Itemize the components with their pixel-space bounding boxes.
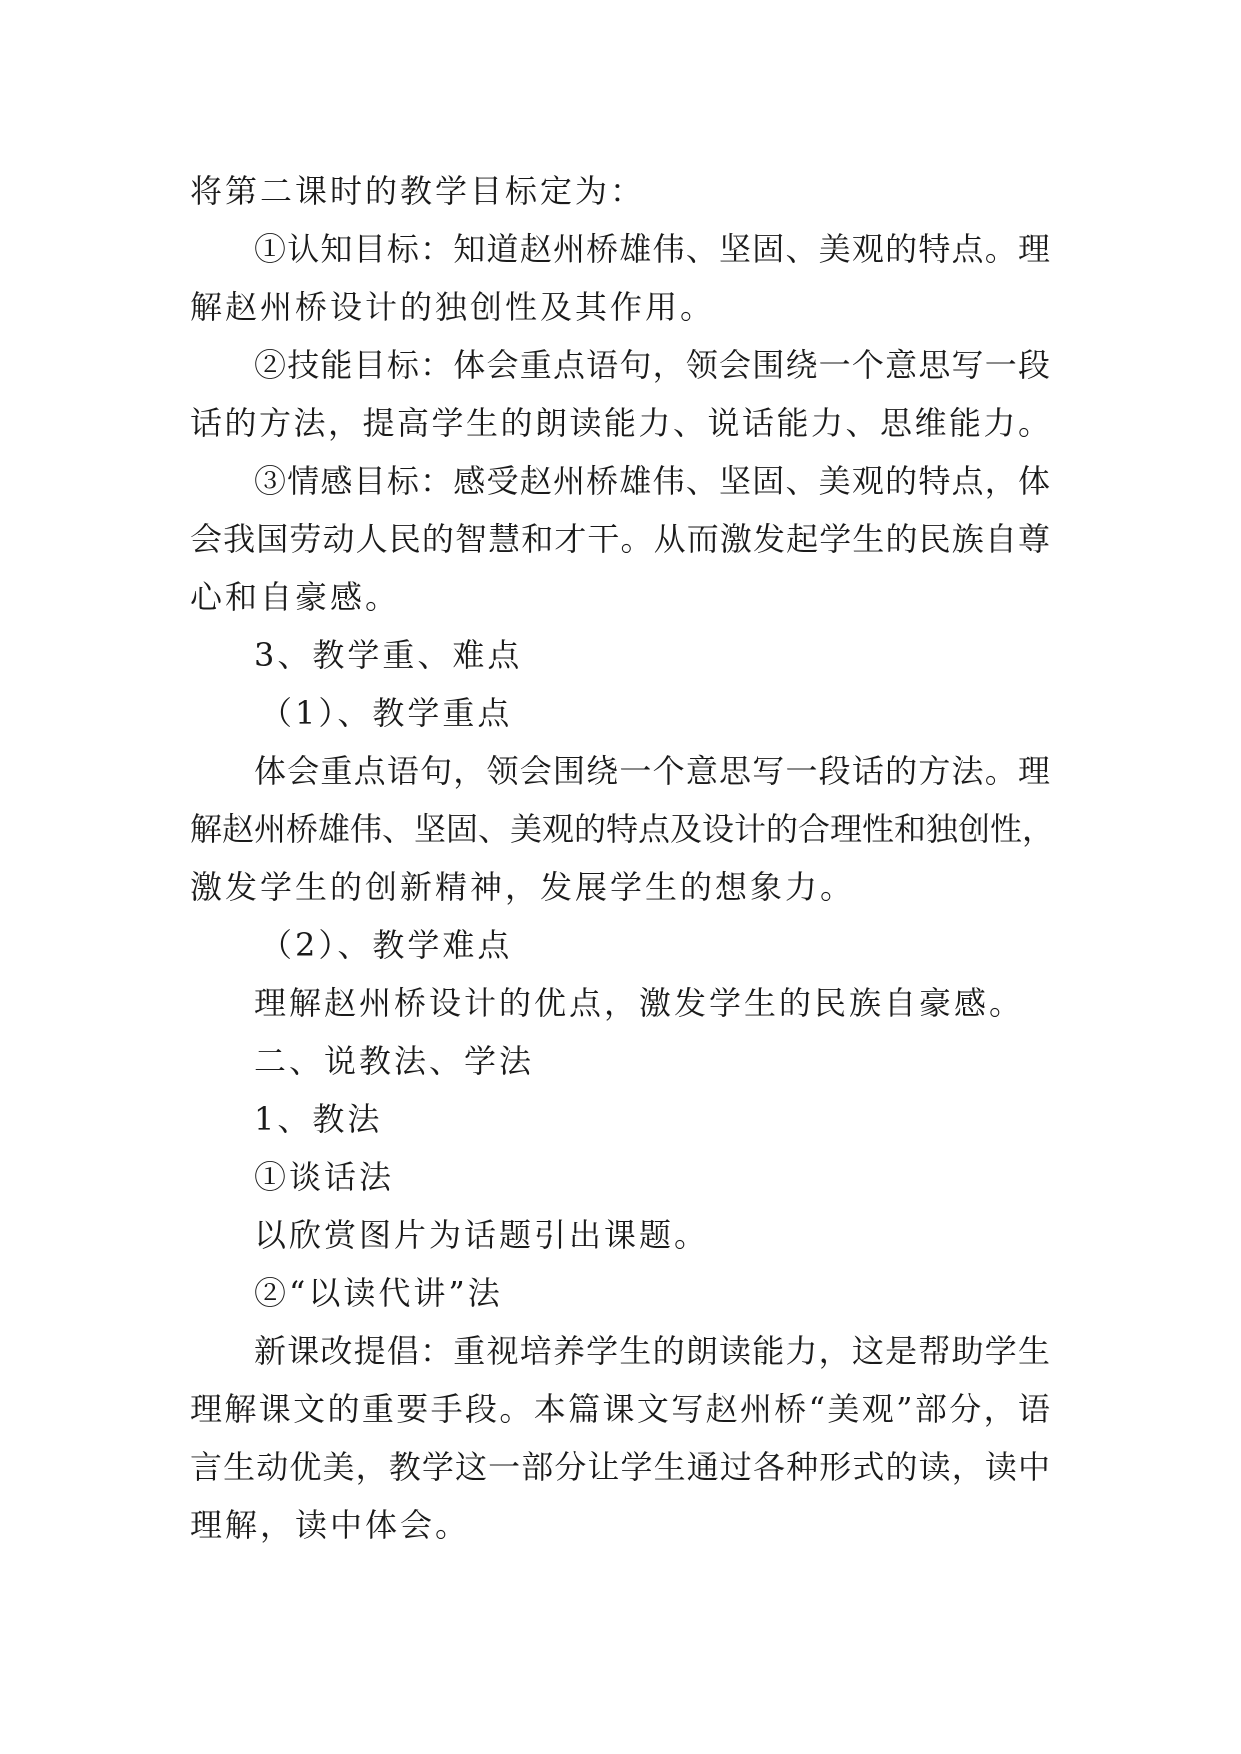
text-line: 理解赵州桥设计的优点，激发学生的民族自豪感。: [254, 984, 1025, 1022]
text-line: 会我国劳动人民的智慧和才干。从而激发起学生的民族自尊: [190, 520, 1050, 558]
text-line: 言生动优美，教学这一部分让学生通过各种形式的读，读中: [190, 1448, 1050, 1486]
list-item: ②“以读代讲”法: [254, 1274, 503, 1312]
text-line: 激发学生的创新精神，发展学生的想象力。: [190, 868, 856, 906]
text-line: 话的方法，提高学生的朗读能力、说话能力、思维能力。: [190, 404, 1050, 442]
subsection-heading: （2）、教学难点: [260, 926, 513, 964]
text-line: 将第二课时的教学目标定为：: [190, 172, 646, 210]
text-line: ①认知目标：知道赵州桥雄伟、坚固、美观的特点。理: [254, 230, 1050, 268]
text-line: 理解，读中体会。: [190, 1506, 471, 1544]
text-line: 心和自豪感。: [190, 578, 401, 616]
text-line: 解赵州桥雄伟、坚固、美观的特点及设计的合理性和独创性，: [190, 810, 1055, 848]
subsection-heading: （1）、教学重点: [260, 694, 513, 732]
section-heading: 二、说教法、学法: [254, 1042, 535, 1080]
text-line: 理解课文的重要手段。本篇课文写赵州桥“美观”部分，语: [190, 1390, 1050, 1428]
text-line: 解赵州桥设计的独创性及其作用。: [190, 288, 716, 326]
list-item: ①谈话法: [254, 1158, 395, 1196]
document-body: [190, 162, 1055, 1554]
text-line: 以欣赏图片为话题引出课题。: [254, 1216, 710, 1254]
section-heading: 3、教学重、难点: [254, 636, 523, 674]
text-line: ②技能目标：体会重点语句，领会围绕一个意思写一段: [254, 346, 1050, 384]
text-line: 体会重点语句，领会围绕一个意思写一段话的方法。理: [254, 752, 1050, 790]
text-line: ③情感目标：感受赵州桥雄伟、坚固、美观的特点，体: [254, 462, 1050, 500]
subsection-heading: 1、教法: [254, 1100, 383, 1138]
text-line: 新课改提倡：重视培养学生的朗读能力，这是帮助学生: [254, 1332, 1050, 1370]
